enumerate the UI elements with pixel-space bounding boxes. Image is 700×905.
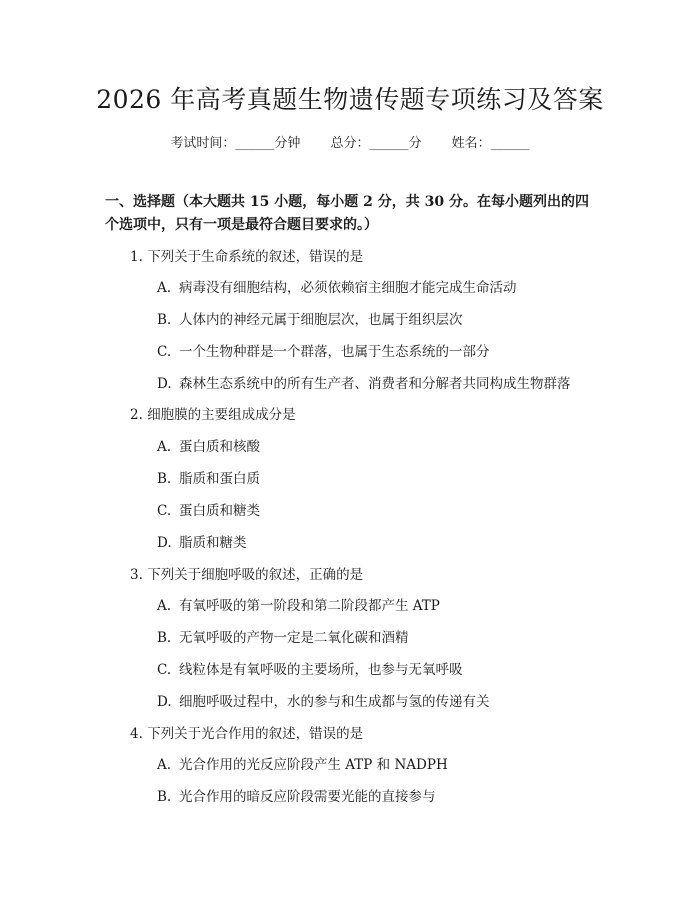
- option-text: 光合作用的光反应阶段产生 ATP 和 NADPH: [179, 757, 448, 773]
- question-text: 下列关于光合作用的叙述，错误的是: [147, 726, 364, 742]
- option-text: 线粒体是有氧呼吸的主要场所，也参与无氧呼吸: [179, 662, 463, 678]
- question-2: [130, 403, 296, 423]
- option-letter: A.: [157, 598, 172, 614]
- section-heading: 一、选择题（本大题共 15 小题，每小题 2 分，共 30 分。在每小题列出的四个选项中，只有一项是最符合题目要求的。）: [105, 194, 589, 233]
- option-text: 蛋白质和糖类: [179, 503, 260, 519]
- question-text: 细胞膜的主要组成成分是: [147, 407, 296, 423]
- q2-option-b: [157, 467, 260, 487]
- option-text: 森林生态系统中的所有生产者、消费者和分解者共同构成生物群落: [179, 376, 571, 392]
- option-text: 光合作用的暗反应阶段需要光能的直接参与: [179, 789, 436, 805]
- question-3: [130, 563, 363, 583]
- option-text: 细胞呼吸过程中，水的参与和生成都与氢的传递有关: [179, 694, 490, 710]
- total-score-field: 总分：______分: [330, 136, 422, 151]
- q2-option-a: [157, 435, 260, 455]
- question-text: 下列关于细胞呼吸的叙述，正确的是: [147, 567, 364, 583]
- option-letter: B.: [157, 312, 172, 328]
- option-text: 脂质和蛋白质: [179, 471, 260, 487]
- option-text: 蛋白质和核酸: [179, 439, 260, 455]
- option-text: 病毒没有细胞结构，必须依赖宿主细胞才能完成生命活动: [179, 280, 517, 296]
- question-1: [130, 245, 363, 265]
- question-4: [130, 722, 363, 742]
- question-number: 1.: [130, 249, 143, 265]
- q3-option-a: [157, 594, 440, 614]
- option-letter: B.: [157, 630, 172, 646]
- option-letter: B.: [157, 789, 172, 805]
- exam-meta: [0, 132, 700, 151]
- option-letter: A.: [157, 757, 172, 773]
- q4-option-b: [157, 785, 436, 805]
- option-text: 有氧呼吸的第一阶段和第二阶段都产生 ATP: [179, 598, 440, 614]
- question-number: 4.: [130, 726, 143, 742]
- question-number: 3.: [130, 567, 143, 583]
- option-letter: C.: [157, 344, 172, 360]
- option-letter: B.: [157, 471, 172, 487]
- q1-option-d: [157, 372, 571, 392]
- q3-option-d: [157, 690, 490, 710]
- exam-time-field: 考试时间：______分钟: [170, 136, 301, 151]
- option-letter: D.: [157, 694, 172, 710]
- option-text: 一个生物种群是一个群落，也属于生态系统的一部分: [179, 344, 490, 360]
- q3-option-b: [157, 626, 409, 646]
- option-text: 人体内的神经元属于细胞层次，也属于组织层次: [179, 312, 463, 328]
- option-text: 无氧呼吸的产物一定是二氧化碳和酒精: [179, 630, 409, 646]
- page-title: 2026 年高考真题生物遗传题专项练习及答案: [96, 85, 604, 114]
- option-letter: D.: [157, 376, 172, 392]
- option-letter: A.: [157, 280, 172, 296]
- q4-option-a: [157, 753, 448, 773]
- option-letter: C.: [157, 662, 172, 678]
- option-letter: A.: [157, 439, 172, 455]
- student-name-field: 姓名：______: [451, 136, 530, 151]
- question-text: 下列关于生命系统的叙述，错误的是: [147, 249, 364, 265]
- option-letter: C.: [157, 503, 172, 519]
- q2-option-d: [157, 531, 247, 551]
- option-text: 脂质和糖类: [179, 535, 247, 551]
- option-letter: D.: [157, 535, 172, 551]
- q1-option-a: [157, 276, 517, 296]
- q1-option-b: [157, 308, 463, 328]
- q2-option-c: [157, 499, 260, 519]
- q3-option-c: [157, 658, 463, 678]
- q1-option-c: [157, 340, 490, 360]
- question-number: 2.: [130, 407, 143, 423]
